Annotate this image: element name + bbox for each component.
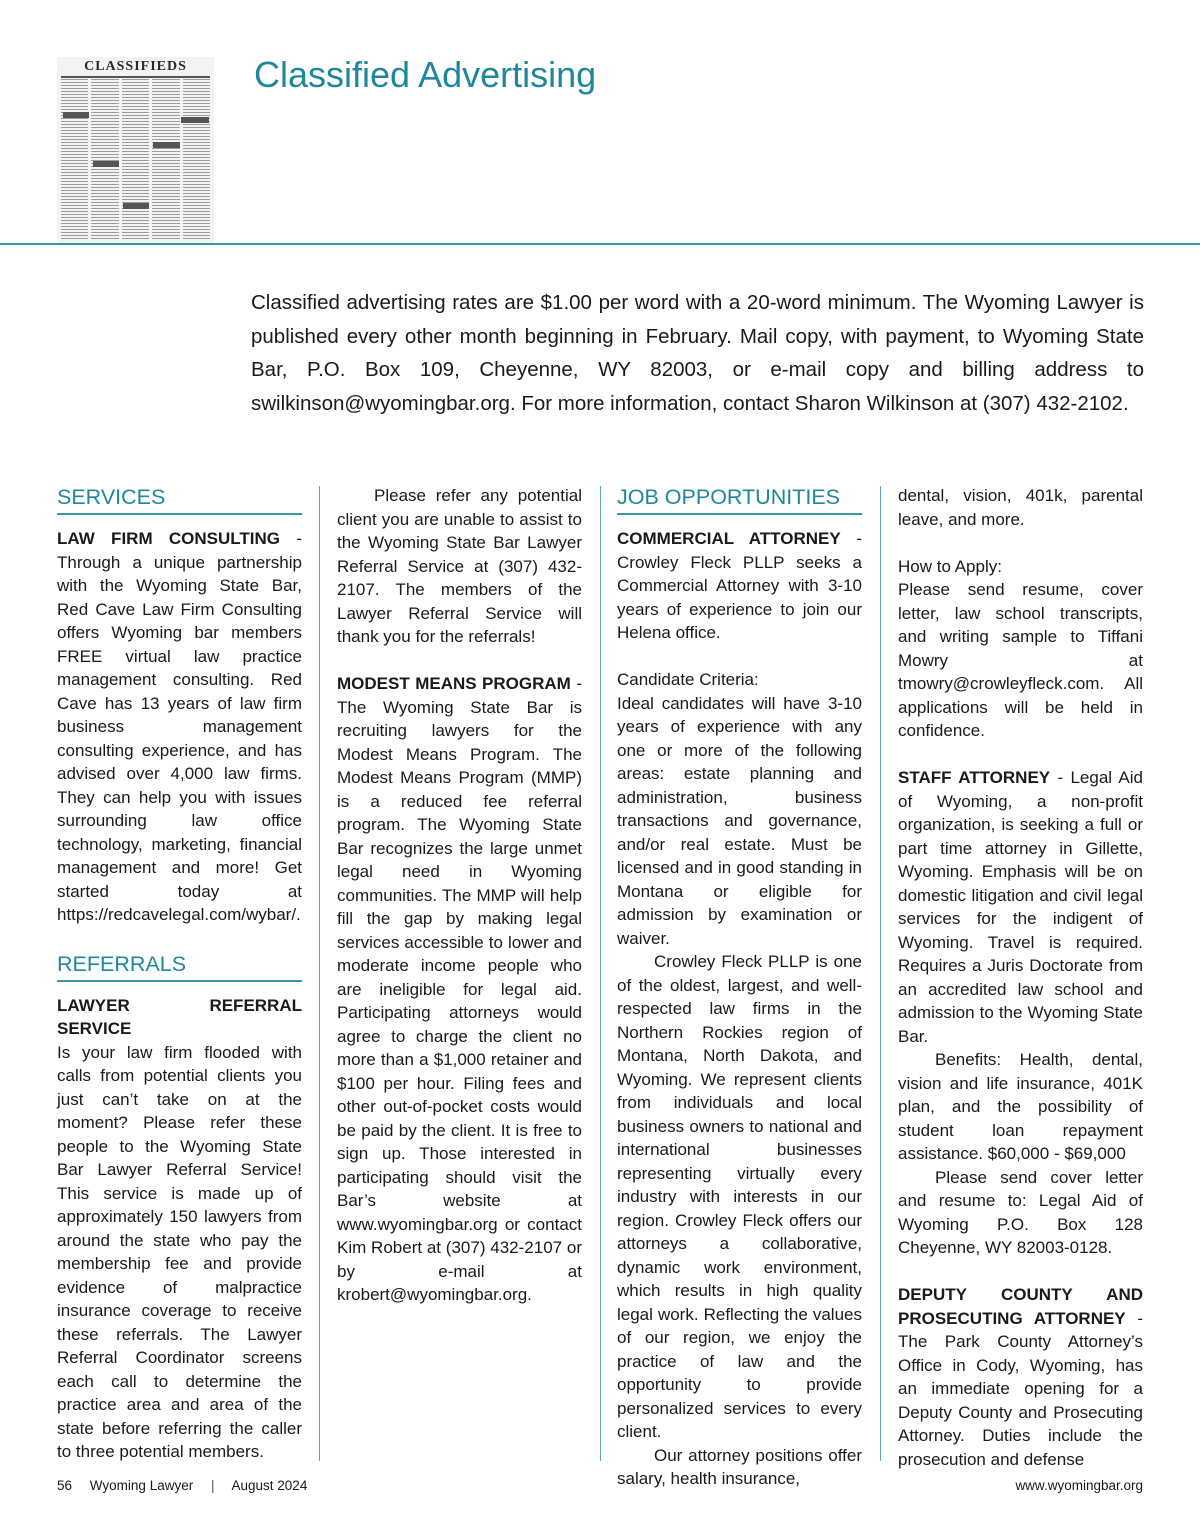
intro-paragraph: Classified advertising rates are $1.00 per word with a 20-word minimum. The Wyoming Lawyer is published every other month beginning in February. Mail copy, with payment, to Wyoming State Bar, P.O. Box 109, Cheyenne, WY 82003, or e-mail copy and billing address to swilkinson@wyomingbar.org. For more information, contact Sharon Wilkinson at (307) 432-2102. — [251, 291, 1144, 415]
law-firm-consulting-ad — [57, 527, 302, 927]
how-to-apply — [898, 555, 1143, 743]
lawyer-referral-ad-continued: Please refer any potential client you are unable to assist to the Wyoming State Bar Lawyer Referral Service at (307) 432-2107. The members of the Lawyer Referral Service will thank you for the referrals! — [337, 486, 582, 646]
newspaper-column — [61, 79, 88, 241]
newspaper-tag — [93, 161, 119, 167]
column-divider — [880, 486, 881, 1461]
firm-description: Crowley Fleck PLLP is one of the oldest, largest, and well-respected law firms in the Northern Rockies region of Montana, North Dakota, and Wyoming. We represent clients from individuals and local business owners to national and international businesses representing virtually every industry with interests in our region. Crowley Fleck offers our attorneys a collaborative, dynamic work environment, which results in high quality legal work. Reflecting the values of our region, we enjoy the practice of law and the opportunity to provide personalized services to every client. — [617, 952, 862, 1441]
ad-title: DEPUTY COUNTY AND PROSECUTING ATTORNEY — [898, 1285, 1143, 1328]
ad-title: LAW FIRM CONSULTING — [57, 529, 281, 548]
newspaper-column — [91, 79, 118, 241]
candidate-criteria — [617, 668, 862, 950]
ad-body: - Crowley Fleck PLLP seeks a Commercial Attorney with 3-10 years of experience to join our Helena office. — [617, 529, 862, 642]
footer-separator: | — [210, 1478, 215, 1493]
column-1 — [57, 484, 302, 1464]
benefits-start: Our attorney positions offer salary, health insurance, — [617, 1445, 862, 1488]
column-4 — [898, 484, 1143, 1471]
subheading: How to Apply: — [898, 556, 1002, 576]
ad-body: - Through a unique partnership with the Wyoming State Bar, Red Cave Law Firm Consulting offers Wyoming bar members FREE virtual law practice management consulting. Red Cave has 13 years of law firm business management consulting experience, and has advised over 4,000 law firms. They can help you with issues surrounding law office technology, marketing, financial management and more! Get started today at https://redcavelegal.com/wybar/. — [57, 529, 302, 924]
ad-body: - The Wyoming State Bar is recruiting lawyers for the Modest Means Program. The Modest Means Program (MMP) is a reduced fee referral program. The Wyoming State Bar recognizes the large unmet legal need in Wyoming communities. The MMP will help fill the gap by making legal services accessible to lower and moderate income people who are ineligible for legal aid. Participating attorneys would agree to charge the client no more than a $1,000 retainer and $100 per hour. Filing fees and other out-of-pocket costs would be paid by the client. It is free to sign up. Those interested in participating should visit the Bar’s website at www.wyomingbar.org or contact Kim Robert at (307) 432-2107 or by e-mail at krobert@wyomingbar.org. — [337, 674, 582, 1304]
column-2 — [337, 484, 582, 1307]
deputy-county-attorney-ad — [898, 1283, 1143, 1471]
newspaper-columns — [61, 79, 210, 241]
newspaper-column — [152, 79, 179, 241]
ad-title: MODEST MEANS PROGRAM — [337, 674, 571, 693]
header-divider — [0, 243, 1200, 245]
newspaper-tag — [123, 203, 149, 209]
benefits-continued: dental, vision, 401k, parental leave, and more. — [898, 486, 1143, 529]
footer-website: www.wyomingbar.org — [1015, 1478, 1143, 1493]
lawyer-referral-ad — [57, 994, 302, 1464]
ad-title: LAWYER REFERRAL SERVICE — [57, 995, 302, 1038]
subheading: Candidate Criteria: — [617, 670, 759, 689]
ad-title: STAFF ATTORNEY — [898, 768, 1051, 787]
ad-body: - Legal Aid of Wyoming, a non-profit organization, is seeking a full or part time attorney in Gillette, Wyoming. Emphasis will be on domestic litigation and civil legal services for the indigent of Wyoming. Travel is required. Requires a Juris Doctorate from an accredited law school and admission to the Wyoming State Bar. — [898, 768, 1143, 1046]
staff-attorney-ad — [898, 766, 1143, 1048]
newspaper-column — [183, 79, 210, 241]
section-heading-job-opportunities: JOB OPPORTUNITIES — [617, 484, 862, 515]
classifieds-newspaper-image — [57, 57, 214, 243]
staff-attorney-benefits: Benefits: Health, dental, vision and life insurance, 401K plan, and the possibility of student loan repayment assistance. $60,000 - $69,000 — [898, 1050, 1143, 1163]
issue-date: August 2024 — [231, 1478, 308, 1493]
publication-name: Wyoming Lawyer — [89, 1478, 194, 1493]
apply-text: Please send resume, cover letter, law school transcripts, and writing sample to Tiffani Mowry at tmowry@crowleyfleck.com. All applications will be held in confidence. — [898, 580, 1143, 740]
modest-means-ad — [337, 672, 582, 1307]
classifieds-image-word: CLASSIFIEDS — [61, 57, 210, 78]
column-divider — [600, 486, 601, 1461]
ad-body: Is your law firm flooded with calls from potential clients you just can’t take on at the moment? Please refer these people to the Wyoming State Bar Lawyer Referral Service! This service is made up of approximately 150 lawyers from around the state who pay the membership fee and provide evidence of malpractice insurance coverage to receive these referrals. The Lawyer Referral Coordinator screens each call to determine the practice area and area of the state before referring the caller to three potential members. — [57, 1042, 302, 1461]
commercial-attorney-ad — [617, 527, 862, 645]
section-heading-referrals: REFERRALS — [57, 951, 302, 982]
column-divider — [319, 486, 320, 1461]
newspaper-column — [122, 79, 149, 241]
newspaper-tag — [153, 142, 180, 148]
criteria-text: Ideal candidates will have 3-10 years of experience with any one or more of the following areas: estate planning and administration, business transactions and governance, and/or real estate. Must be licensed and in good standing in Montana or eligible for admission by examination or waiver. — [617, 693, 862, 948]
footer-left — [57, 1478, 321, 1493]
page-title: Classified Advertising — [254, 54, 597, 95]
column-3 — [617, 484, 862, 1491]
page-number: 56 — [57, 1478, 73, 1493]
section-heading-services: SERVICES — [57, 484, 302, 515]
ad-title: COMMERCIAL ATTORNEY — [617, 529, 841, 548]
ad-body: - The Park County Attorney’s Office in Cody, Wyoming, has an immediate opening for a Deputy County and Prosecuting Attorney. Duties include the prosecution and defense — [898, 1308, 1143, 1469]
newspaper-tag — [181, 117, 209, 123]
newspaper-tag — [63, 112, 89, 118]
staff-attorney-contact: Please send cover letter and resume to: Legal Aid of Wyoming P.O. Box 128 Cheyenne, WY 82003-0128. — [898, 1167, 1143, 1257]
